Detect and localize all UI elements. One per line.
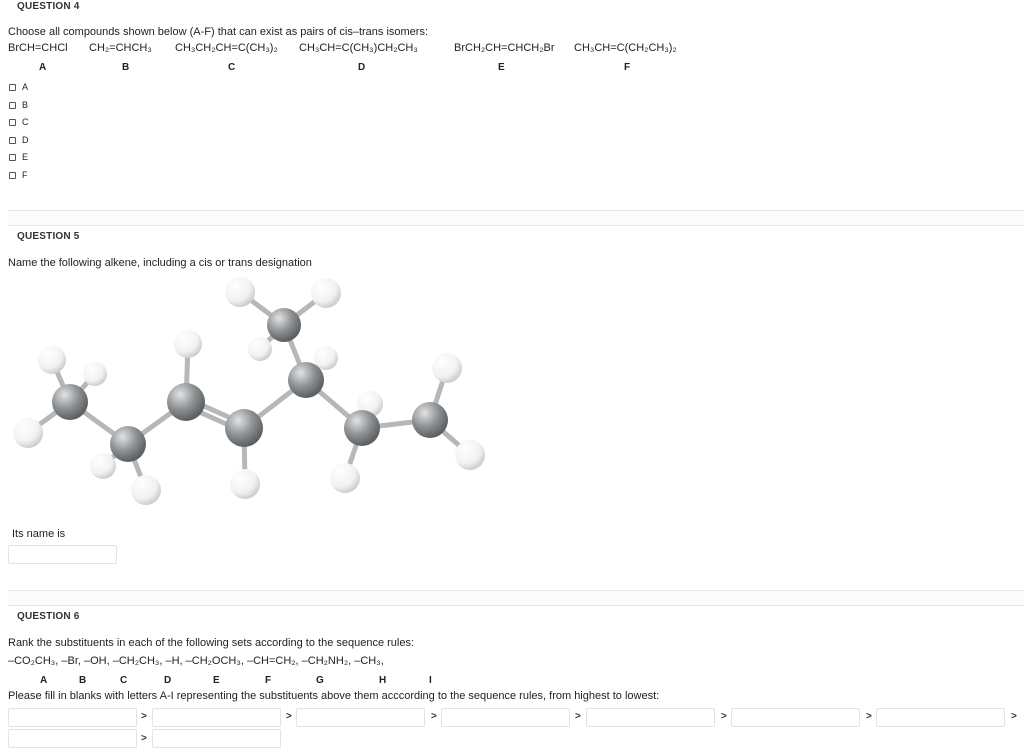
checkbox-icon[interactable]	[9, 154, 16, 161]
question-5-title: QUESTION 5	[17, 231, 80, 242]
carbon-atom	[267, 308, 301, 342]
checkbox-icon[interactable]	[9, 84, 16, 91]
formula-label-a: A	[39, 62, 47, 73]
rank-input-3[interactable]	[296, 708, 425, 727]
question-5-prompt: Name the following alkene, including a cis or trans designation	[8, 257, 312, 269]
substituent-label-i: I	[429, 675, 432, 686]
formula-label-b: B	[122, 62, 130, 73]
section-divider	[8, 225, 1024, 226]
option-a[interactable]	[9, 82, 28, 92]
carbon-atom	[52, 384, 88, 420]
formula-d: CH₃CH=C(CH₃)CH₂CH₃	[299, 42, 418, 54]
greater-than: >	[721, 711, 727, 722]
hydrogen-atom	[455, 440, 485, 470]
carbon-atom	[110, 426, 146, 462]
rank-input-9[interactable]	[152, 729, 281, 748]
hydrogen-atom	[432, 353, 462, 383]
hydrogen-atom	[38, 346, 66, 374]
substituent-label-a: A	[40, 675, 48, 686]
question-4-prompt: Choose all compounds shown below (A-F) that can exist as pairs of cis–trans isomers:	[8, 26, 429, 38]
greater-than: >	[575, 711, 581, 722]
option-label: C	[22, 117, 29, 127]
hydrogen-atoms-front	[131, 440, 485, 505]
checkbox-icon[interactable]	[9, 102, 16, 109]
option-f[interactable]	[9, 170, 28, 180]
greater-than: >	[141, 711, 147, 722]
hydrogen-atom	[90, 453, 116, 479]
formula-a: BrCH=CHCl	[8, 42, 68, 54]
formula-b: CH₂=CHCH₃	[89, 42, 152, 54]
substituent-list: –CO₂CH₃, –Br, –OH, –CH₂CH₃, –H, –CH₂OCH₃, –CH=CH₂, –CH₂NH₂, –CH₃,	[8, 655, 384, 667]
formula-c: CH₃CH₂CH=C(CH₃)₂	[175, 42, 278, 54]
rank-input-7[interactable]	[876, 708, 1005, 727]
carbon-atom	[344, 410, 380, 446]
rank-input-6[interactable]	[731, 708, 860, 727]
option-d[interactable]	[9, 135, 29, 145]
carbon-atom	[167, 383, 205, 421]
option-label: F	[22, 170, 28, 180]
substituent-label-b: B	[79, 675, 87, 686]
alkene-name-input[interactable]	[8, 545, 117, 564]
question-4-title: QUESTION 4	[17, 1, 80, 12]
substituent-label-c: C	[120, 675, 128, 686]
option-label: B	[22, 100, 29, 110]
carbon-atom	[288, 362, 324, 398]
rank-input-2[interactable]	[152, 708, 281, 727]
rank-input-8[interactable]	[8, 729, 137, 748]
substituent-label-h: H	[379, 675, 387, 686]
formula-label-c: C	[228, 62, 236, 73]
hydrogen-atom	[13, 418, 43, 448]
option-label: D	[22, 135, 29, 145]
formula-f: CH₃CH=C(CH₂CH₃)₂	[574, 42, 677, 54]
alkene-molecule-model	[0, 270, 520, 510]
greater-than: >	[141, 733, 147, 744]
formula-e: BrCH₂CH=CHCH₂Br	[454, 42, 555, 54]
greater-than: >	[1011, 711, 1017, 722]
hydrogen-atom	[330, 463, 360, 493]
option-e[interactable]	[9, 152, 28, 162]
option-label: E	[22, 152, 29, 162]
greater-than: >	[286, 711, 292, 722]
rank-input-5[interactable]	[586, 708, 715, 727]
substituent-label-d: D	[164, 675, 172, 686]
question-6-instruction: Please fill in blanks with letters A-I representing the substituents above them acccording to the sequence rules, from highest to lowest:	[8, 690, 660, 702]
option-label: A	[22, 82, 29, 92]
option-c[interactable]	[9, 117, 29, 127]
carbon-atoms	[52, 308, 448, 462]
checkbox-icon[interactable]	[9, 119, 16, 126]
hydrogen-atom	[174, 330, 202, 358]
hydrogen-atom	[83, 362, 107, 386]
substituent-label-g: G	[316, 675, 324, 686]
hydrogen-atom	[248, 337, 272, 361]
carbon-atom	[225, 409, 263, 447]
greater-than: >	[431, 711, 437, 722]
formula-label-e: E	[498, 62, 505, 73]
formula-label-d: D	[358, 62, 366, 73]
hydrogen-atom	[311, 278, 341, 308]
rank-input-4[interactable]	[441, 708, 570, 727]
checkbox-icon[interactable]	[9, 172, 16, 179]
substituent-label-f: F	[265, 675, 272, 686]
formula-label-f: F	[624, 62, 631, 73]
section-divider	[8, 605, 1024, 606]
section-gap	[8, 591, 1024, 605]
question-6-prompt: Rank the substituents in each of the following sets according to the sequence rules:	[8, 637, 415, 649]
checkbox-icon[interactable]	[9, 137, 16, 144]
hydrogen-atom	[225, 277, 255, 307]
question-6-title: QUESTION 6	[17, 611, 80, 622]
option-b[interactable]	[9, 100, 28, 110]
hydrogen-atom	[230, 469, 260, 499]
hydrogen-atom	[131, 475, 161, 505]
name-label: Its name is	[12, 528, 66, 540]
greater-than: >	[866, 711, 872, 722]
rank-input-1[interactable]	[8, 708, 137, 727]
carbon-atom	[412, 402, 448, 438]
hydrogen-atoms	[13, 277, 462, 479]
section-gap	[8, 211, 1024, 225]
substituent-label-e: E	[213, 675, 220, 686]
